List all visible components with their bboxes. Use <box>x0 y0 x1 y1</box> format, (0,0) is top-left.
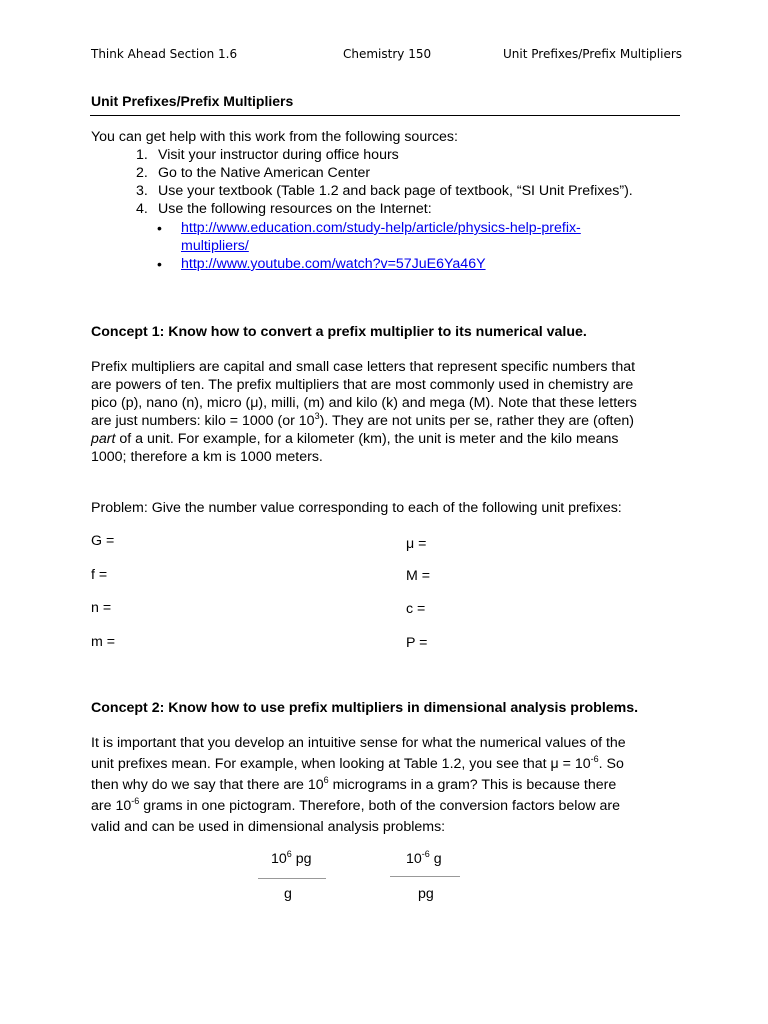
text-fragment: of a unit. For example, for a kilometer (km), the unit is meter and the kilo means <box>115 431 619 447</box>
page-title: Unit Prefixes/Prefix Multipliers <box>91 93 294 109</box>
source-number: 3. <box>136 183 148 199</box>
prefix-blank-P: P = <box>406 635 428 651</box>
text-fragment: 10 <box>271 851 287 867</box>
concept2-paragraph <box>91 733 691 838</box>
bullet-icon: • <box>157 220 162 236</box>
source-text: Use the following resources on the Internet: <box>158 201 432 217</box>
youtube-link[interactable]: http://www.youtube.com/watch?v=57JuE6Ya46Y <box>181 256 486 272</box>
source-number: 2. <box>136 165 148 181</box>
factor2-fraction-bar <box>390 876 460 877</box>
superscript: 6 <box>323 775 329 785</box>
superscript: -6 <box>131 796 140 806</box>
superscript: 3 <box>314 411 320 421</box>
text-fragment: are just numbers: kilo = 1000 (or 10 <box>91 413 315 429</box>
source-text: Visit your instructor during office hours <box>158 147 399 163</box>
title-rule <box>90 115 680 116</box>
paragraph-line: pico (p), nano (n), micro (μ), milli, (m) and kilo (k) and mega (M). Note that these letters <box>91 395 637 411</box>
paragraph-line: valid and can be used in dimensional analysis problems: <box>91 819 446 835</box>
factor1-denominator: g <box>284 886 292 902</box>
source-item-4 <box>136 200 432 218</box>
bullet-icon: • <box>157 256 162 272</box>
source-number: 1. <box>136 147 148 163</box>
paragraph-line: Prefix multipliers are capital and small case letters that represent specific numbers that <box>91 359 636 375</box>
paragraph-line: It is important that you develop an intuitive sense for what the numerical values of the <box>91 735 626 751</box>
paragraph-line <box>91 412 691 430</box>
header-left: Think Ahead Section 1.6 <box>91 47 238 61</box>
prefix-blank-G: G = <box>91 533 115 549</box>
prefix-blank-n: n = <box>91 600 112 616</box>
text-fragment: micrograms in a gram? This is because there <box>328 777 617 793</box>
source-item-1 <box>136 146 399 164</box>
text-fragment: . So <box>598 756 624 772</box>
factor1-numerator <box>271 851 312 867</box>
problem-statement: Problem: Give the number value corresponding to each of the following unit prefixes: <box>91 500 622 516</box>
source-item-3 <box>136 182 633 200</box>
factor2-numerator <box>406 851 442 867</box>
header-center: Chemistry 150 <box>343 47 432 61</box>
emphasis: part <box>91 431 116 447</box>
education-link[interactable]: http://www.education.com/study-help/article/physics-help-prefix- <box>181 220 581 236</box>
concept1-heading: Concept 1: Know how to convert a prefix multiplier to its numerical value. <box>91 324 587 340</box>
factor2-denominator: pg <box>418 886 434 902</box>
prefix-blank-f: f = <box>91 567 108 583</box>
paragraph-line <box>91 754 691 775</box>
paragraph-line: 1000; therefore a km is 1000 meters. <box>91 449 323 465</box>
text-fragment: pg <box>291 851 312 867</box>
text-fragment: grams in one pictogram. Therefore, both of the conversion factors below are <box>139 798 621 814</box>
text-fragment: then why do we say that there are 10 <box>91 777 324 793</box>
text-fragment: 10 <box>406 851 422 867</box>
factor1-fraction-bar <box>258 878 326 879</box>
paragraph-line <box>91 775 691 796</box>
paragraph-line: are powers of ten. The prefix multipliers that are most commonly used in chemistry are <box>91 377 634 393</box>
prefix-blank-c: c = <box>406 601 426 617</box>
prefix-blank-m: m = <box>91 634 116 650</box>
superscript: -6 <box>421 849 430 859</box>
source-text: Use your textbook (Table 1.2 and back page of textbook, “SI Unit Prefixes”). <box>158 183 633 199</box>
paragraph-line <box>91 430 691 448</box>
paragraph-line <box>91 796 691 817</box>
superscript: 6 <box>286 849 292 859</box>
text-fragment: unit prefixes mean. For example, when looking at Table 1.2, you see that μ = 10 <box>91 756 591 772</box>
intro-text: You can get help with this work from the following sources: <box>91 129 458 145</box>
superscript: -6 <box>590 754 599 764</box>
text-fragment: ). They are not units per se, rather they are (often) <box>319 413 634 429</box>
source-text: Go to the Native American Center <box>158 165 371 181</box>
text-fragment: are 10 <box>91 798 132 814</box>
prefix-blank-M: M = <box>406 568 431 584</box>
education-link-continued[interactable]: multipliers/ <box>181 238 249 254</box>
concept1-paragraph <box>91 358 691 466</box>
concept2-heading: Concept 2: Know how to use prefix multipliers in dimensional analysis problems. <box>91 700 639 716</box>
prefix-blank-mu: μ = <box>406 536 427 552</box>
text-fragment: g <box>429 851 442 867</box>
header-right: Unit Prefixes/Prefix Multipliers <box>503 47 683 61</box>
source-number: 4. <box>136 201 148 217</box>
source-item-2 <box>136 164 370 182</box>
